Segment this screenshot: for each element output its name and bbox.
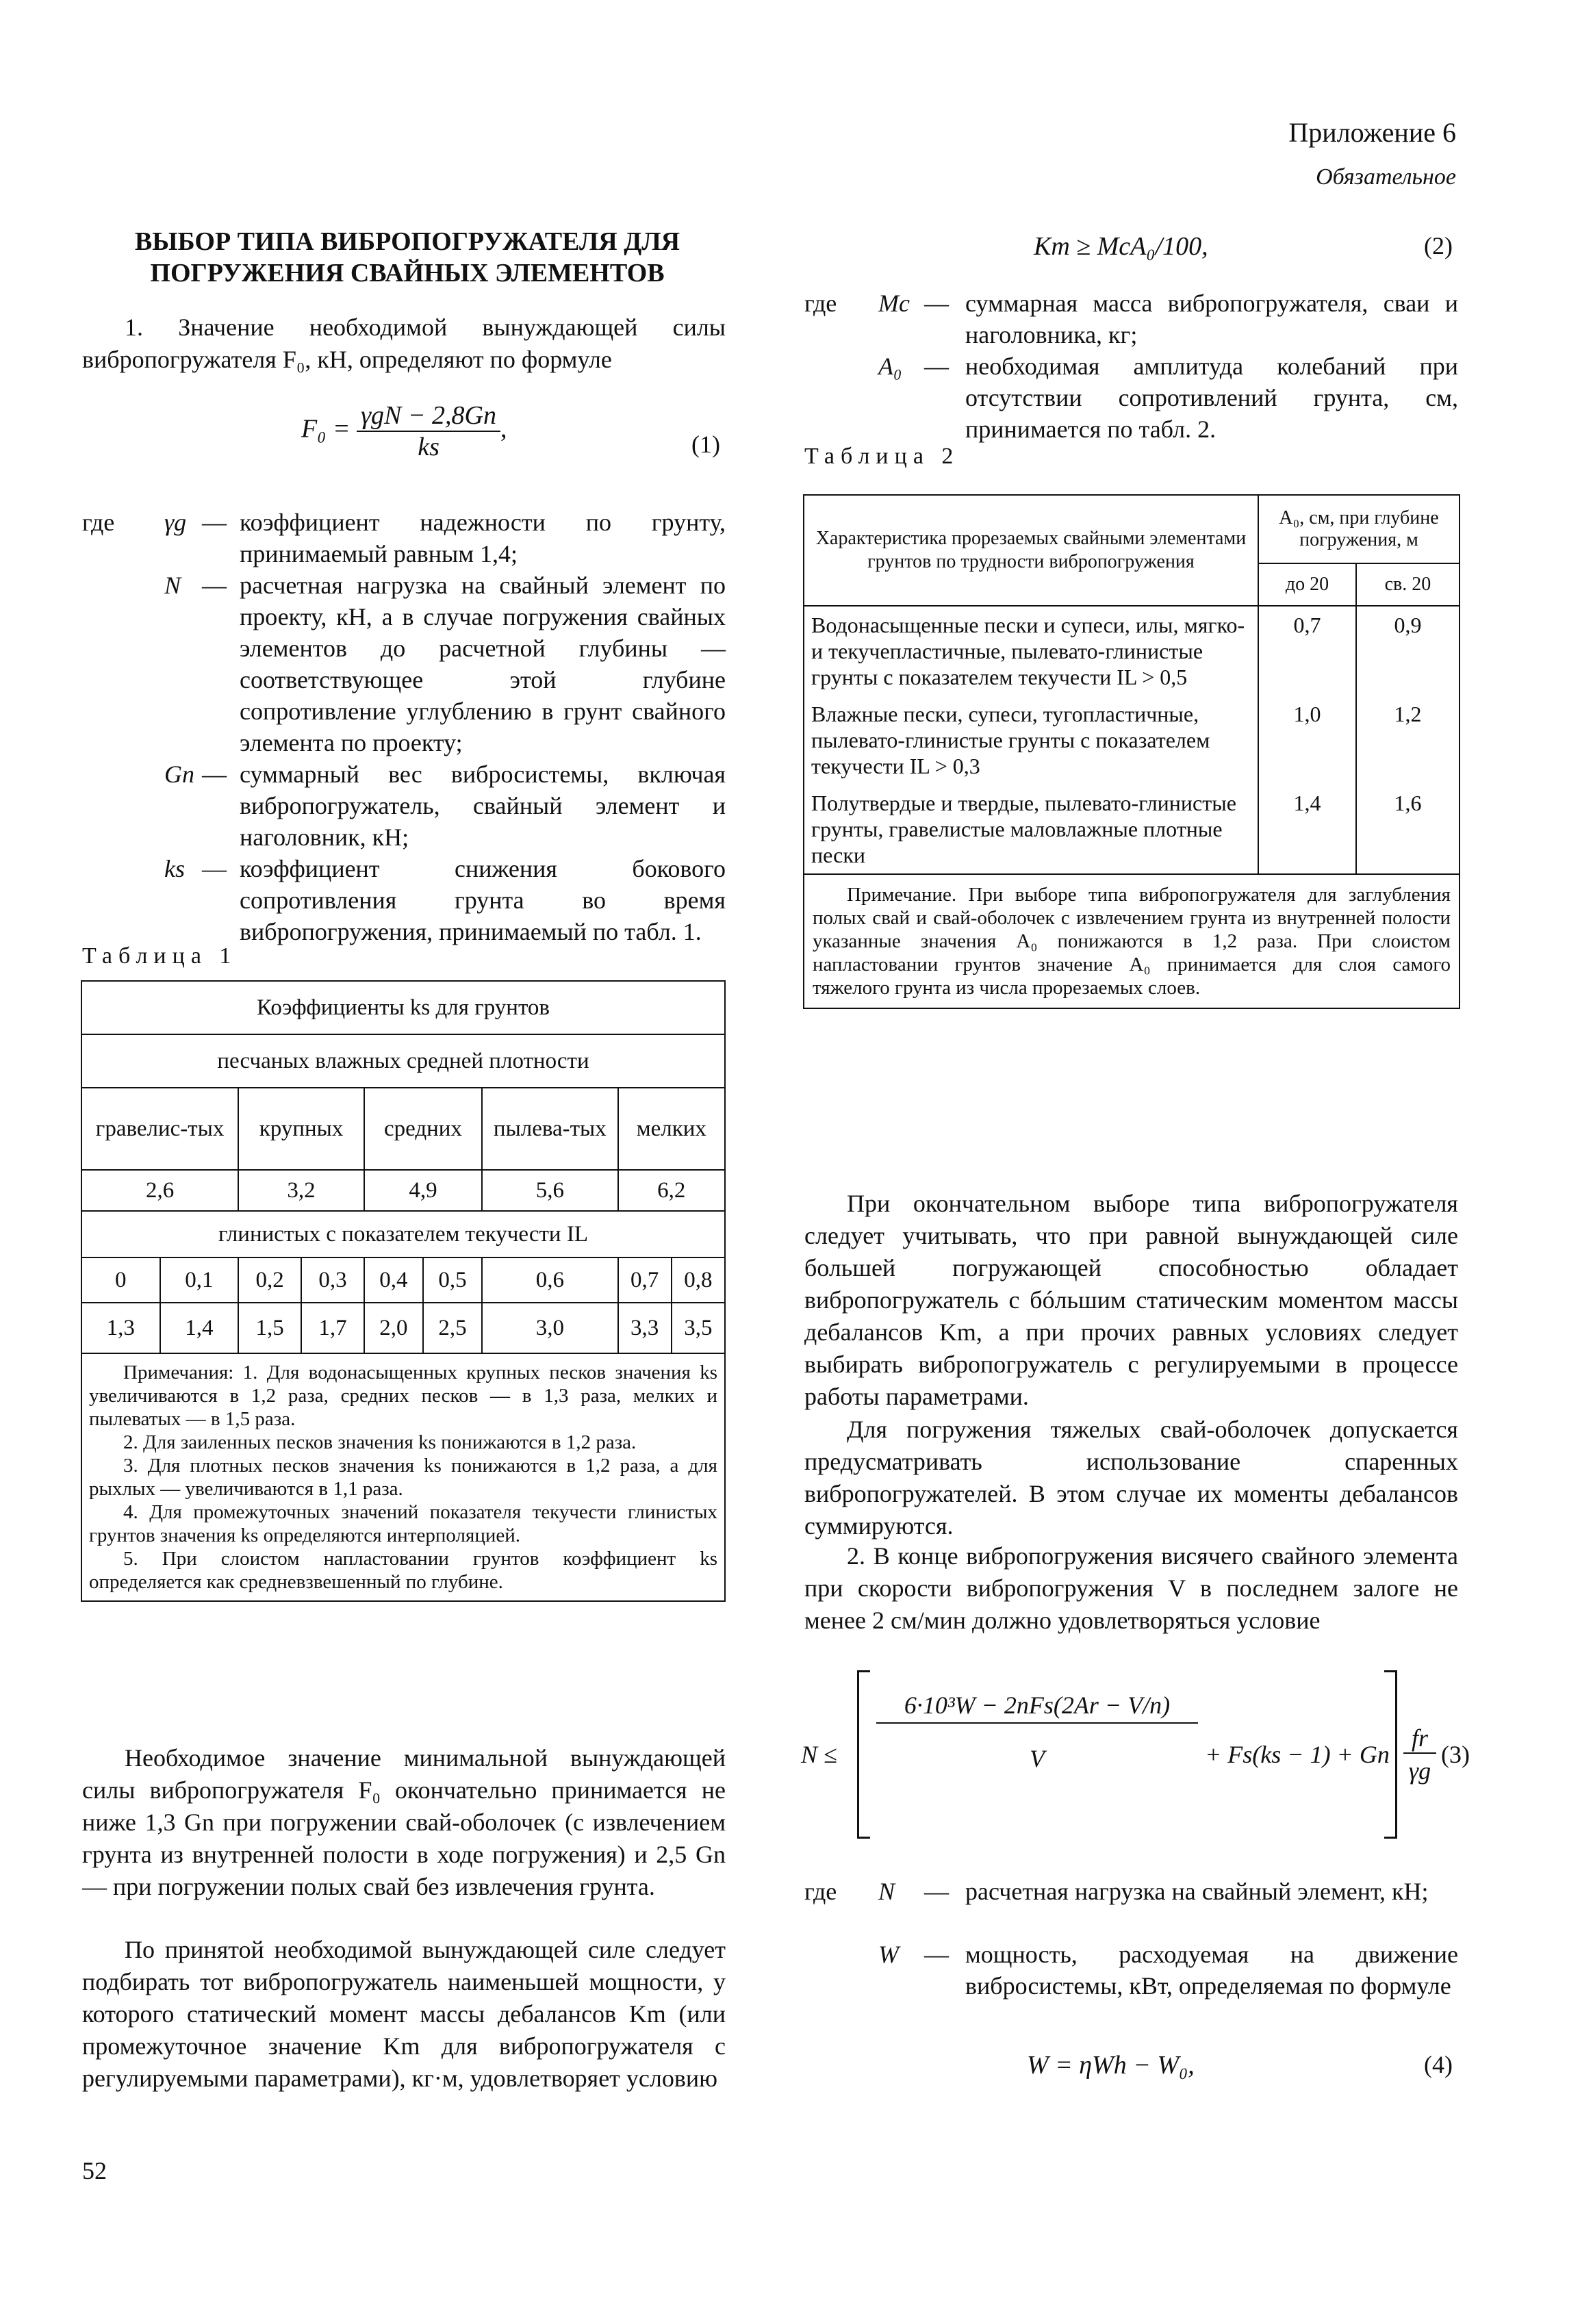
sand-value: 5,6 — [482, 1170, 618, 1211]
clay-ks: 1,7 — [301, 1303, 364, 1353]
sand-type: пылева-тых — [482, 1088, 618, 1170]
sand-type: мелких — [618, 1088, 725, 1170]
table-1-notes: Примечания: 1. Для водонасыщенных крупных песков значения ks увеличиваются в 1,2 раза, средних песков — в 1,3 раза, мелких и пылеватых — в 1,5 раза. 2. Для заиленных песков значения ks понижаются в 1,2 раза. 3. Для плотных песков значения ks понижаются в 1,2 раза, а для рыхлых — увеличиваются в 1,1 раза. 4. Для промежуточных значений показателя текучести глинистых грунтов значения ks определяются интерполяцией. 5. При слоистом напластовании грунтов коэффициент ks определяется как средневзвешенный по глубине. — [81, 1353, 725, 1601]
table-1 — [81, 980, 726, 1602]
bracket-right — [1384, 1670, 1397, 1839]
left-para-2: Необходимое значение минимальной вынуждающей силы вибропогружателя F₀ окончательно принимается не ниже 1,3 Gn при погружении свай-оболочек (с извлечением грунта из внутренней полости в ходе погружения) и 2,5 Gn — при погружении полых свай без извлечения грунта. — [82, 1744, 726, 1900]
right-para-3: 2. В конце вибропогружения висячего свайного элемента при скорости вибропогружения V в последнем залоге не менее 2 см/мин должно удовлетворяться условие — [804, 1542, 1458, 1634]
page-title-line-2: ПОГРУЖЕНИЯ СВАЙНЫХ ЭЛЕМЕНТОВ — [150, 259, 665, 288]
formula-2: Km ≥ McA₀/100, — [1034, 232, 1208, 261]
table-2-row-v2: 1,6 — [1356, 784, 1460, 874]
sand-type: гравелис-тых — [81, 1088, 238, 1170]
table-1-subhead: песчаных влажных средней плотности — [81, 1034, 725, 1088]
clay-IL: 0,1 — [160, 1257, 239, 1303]
bracket-left — [857, 1670, 870, 1839]
sand-value: 4,9 — [364, 1170, 482, 1211]
table-2-sub2: св. 20 — [1356, 563, 1460, 606]
clay-ks: 1,3 — [81, 1303, 160, 1353]
clay-IL: 0,5 — [423, 1257, 482, 1303]
table-2-row-text: Влажные пески, супеси, тугопластичные, пылевато-глинистые грунты с показателем текучести IL > 0,3 — [804, 695, 1258, 784]
clay-IL: 0,3 — [301, 1257, 364, 1303]
table-2 — [803, 494, 1460, 1009]
table-2-sub1: до 20 — [1258, 563, 1356, 606]
clay-IL: 0,7 — [618, 1257, 672, 1303]
table-2-row-v1: 1,0 — [1258, 695, 1356, 784]
clay-IL: 0 — [81, 1257, 160, 1303]
sand-type: крупных — [238, 1088, 364, 1170]
clay-ks: 2,0 — [364, 1303, 423, 1353]
table-2-head-A0: A₀, см, при глубине погружения, м — [1258, 495, 1460, 563]
sand-value: 3,2 — [238, 1170, 364, 1211]
clay-IL: 0,6 — [482, 1257, 618, 1303]
table-2-row-v1: 0,7 — [1258, 606, 1356, 695]
clay-ks: 3,0 — [482, 1303, 618, 1353]
clay-ks: 2,5 — [423, 1303, 482, 1353]
formula-1-number: (1) — [691, 431, 720, 458]
clay-ks: 1,5 — [238, 1303, 301, 1353]
clay-ks: 3,5 — [672, 1303, 725, 1353]
appendix-label: Приложение 6 — [1288, 117, 1456, 148]
clay-IL: 0,8 — [672, 1257, 725, 1303]
table-2-head-char: Характеристика прорезаемых свайными элементами грунтов по трудности вибропогружения — [804, 495, 1258, 606]
formula-4-number: (4) — [1424, 2051, 1453, 2078]
table-2-row-v2: 1,2 — [1356, 695, 1460, 784]
formula-3: N ≤ 6·10³W − 2nFs(2Ar − V/n) V + Fs(ks − 1) + Gn fr γg (3) — [801, 1663, 1479, 1841]
formula-2-number: (2) — [1424, 232, 1453, 259]
left-para-1: 1. Значение необходимой вынуждающей силы вибропогружателя F₀, кН, определяют по формуле — [82, 314, 726, 373]
table-2-label: Таблица 2 — [804, 444, 960, 469]
clay-IL: 0,4 — [364, 1257, 423, 1303]
page-title — [82, 226, 732, 289]
formula-1: F₀ = $\frac{\text{γgN − 2,8Gn}}{ks}$ , — [301, 401, 507, 461]
page-number: 52 — [82, 2157, 107, 2184]
table-1-label: Таблица 1 — [82, 943, 238, 969]
formula-4: W = ηWh − W₀, — [1027, 2051, 1195, 2080]
table-2-row-v1: 1,4 — [1258, 784, 1356, 874]
table-2-row-text: Полутвердые и твердые, пылевато-глинистые грунты, гравелистые маловлажные плотные пески — [804, 784, 1258, 874]
clay-head: глинистых с показателем текучести IL — [81, 1211, 725, 1257]
table-2-row-v2: 0,9 — [1356, 606, 1460, 695]
left-para-3: По принятой необходимой вынуждающей силе следует подбирать тот вибропогружатель наименьшей мощности, у которого статический момент массы дебалансов Km (или промежуточное значение Km для вибропогружателя с регулируемыми параметрами), кг·м, удовлетворяет условию — [82, 1936, 726, 2092]
right-para-2: Для погружения тяжелых свай-оболочек допускается предусматривать использование спаренных вибропогружателей. В этом случае их моменты дебалансов суммируются. — [804, 1416, 1458, 1540]
status-label: Обязательное — [1316, 164, 1456, 190]
page-title-line-1: ВЫБОР ТИПА ВИБРОПОГРУЖАТЕЛЯ ДЛЯ — [134, 227, 680, 256]
sand-value: 6,2 — [618, 1170, 725, 1211]
clay-ks: 3,3 — [618, 1303, 672, 1353]
clay-ks: 1,4 — [160, 1303, 239, 1353]
table-2-note: Примечание. При выборе типа вибропогружателя для заглубления полых свай и свай-оболочек с извлечением грунта из внутренней полости указанные значения A₀ понижаются в 1,2 раза. При слоистом напластовании грунтов значение A₀ принимается для слоя самого тяжелого грунта из числа прорезаемых слоев. — [804, 874, 1460, 1008]
table-2-row-text: Водонасыщенные пески и супеси, илы, мягко- и текучепластичные, пылевато-глинистые грунты с показателем текучести IL > 0,5 — [804, 606, 1258, 695]
table-1-head: Коэффициенты ks для грунтов — [81, 981, 725, 1034]
sand-value: 2,6 — [81, 1170, 238, 1211]
clay-IL: 0,2 — [238, 1257, 301, 1303]
right-para-1: При окончательном выборе типа вибропогружателя следует учитывать, что при равной вынуждающей силе большей погружающей способностью обладает вибропогружатель с бóльшим статическим моментом массы дебалансов Km, а при прочих равных условиях следует выбирать вибропогружатель с регулируемыми в процессе работы параметрами. — [804, 1190, 1458, 1410]
sand-type: средних — [364, 1088, 482, 1170]
